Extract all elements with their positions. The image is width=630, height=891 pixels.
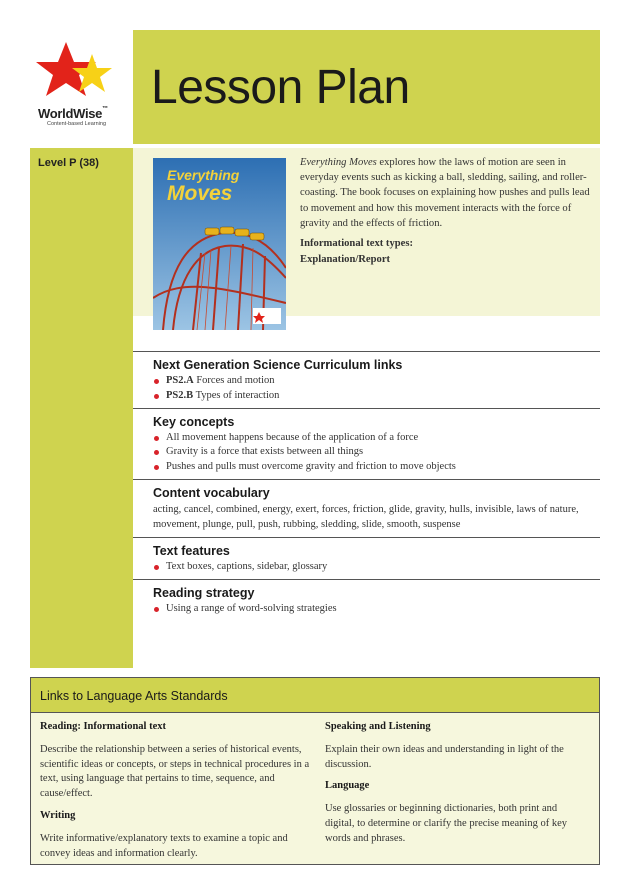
standard-title: Speaking and Listening	[325, 721, 431, 732]
page-title: Lesson Plan	[151, 61, 410, 114]
logo-brand: WorldWise™	[38, 106, 108, 121]
standard-title: Language	[325, 780, 370, 792]
list-item: PS2.B Types of interaction	[153, 389, 600, 404]
list-item: Gravity is a force that exists between all things	[153, 445, 600, 460]
book-title: Everything Moves	[300, 157, 377, 168]
book-description-text: explores how the laws of motion are seen in everyday events such as kicking a ball, sledding, sailing, and roller-coasting. The book focuses on explaining how pushes and pulls lead to movement and how this movement interacts with the force of gravity and the effects of friction.	[300, 157, 590, 229]
section-heading: Content vocabulary	[153, 485, 270, 500]
section-reading-strategy	[133, 579, 600, 621]
cover-title-line2: Moves	[167, 182, 233, 205]
standards-right-column	[325, 720, 587, 854]
standards-heading: Links to Language Arts Standards	[40, 689, 228, 703]
standard-title: Writing	[40, 809, 76, 821]
list-item: All movement happens because of the application of a force	[153, 431, 600, 446]
list-item: Pushes and pulls must overcome gravity and friction to move objects	[153, 460, 600, 475]
standards-left-column	[40, 720, 312, 868]
standards-box	[30, 677, 600, 865]
standard-text: Explain their own ideas and understanding in light of the discussion.	[325, 743, 564, 770]
cover-title-line1: Everything	[167, 167, 240, 183]
standard-text: Describe the relationship between a series of historical events, scientific ideas or concepts, or steps in technical procedures in a text, using language that pertains to time, sequence, and cause/effect.	[40, 743, 310, 800]
standard-text: Use glossaries or beginning dictionaries, both print and digital, to determine or clarify the precise meaning of key words and phrases.	[325, 803, 567, 844]
curriculum-sections	[133, 351, 600, 621]
section-heading: Next Generation Science Curriculum links	[153, 358, 403, 372]
logo-tagline: Content-based Learning	[47, 121, 107, 127]
section-heading: Text features	[153, 543, 230, 558]
vocabulary-list: acting, cancel, combined, energy, exert, forces, friction, glide, gravity, hulls, invisible, laws of nature, movement, plunge, pull, push, rubbing, sledding, slide, smooth, suspense	[153, 503, 579, 531]
book-cover-image	[153, 158, 286, 330]
section-heading: Key concepts	[153, 414, 235, 429]
section-vocabulary	[133, 479, 600, 537]
standards-header	[31, 678, 599, 713]
list-item: Using a range of word-solving strategies	[153, 602, 600, 617]
standard-text: Write informative/explanatory texts to examine a topic and convey ideas and information clearly.	[40, 832, 288, 859]
text-types	[300, 236, 413, 267]
section-text-features	[133, 537, 600, 579]
list-item: Text boxes, captions, sidebar, glossary	[153, 560, 600, 575]
section-ngss	[133, 351, 600, 408]
section-heading: Reading strategy	[153, 585, 255, 600]
standard-title: Reading: Informational text	[40, 721, 166, 732]
section-key-concepts	[133, 408, 600, 479]
text-types-value: Explanation/Report	[300, 253, 391, 265]
book-description	[300, 155, 592, 231]
left-accent-column	[30, 148, 133, 668]
text-types-label: Informational text types:	[300, 238, 413, 249]
list-item: PS2.A Forces and motion	[153, 374, 600, 389]
level-label: Level P (38)	[38, 157, 99, 169]
